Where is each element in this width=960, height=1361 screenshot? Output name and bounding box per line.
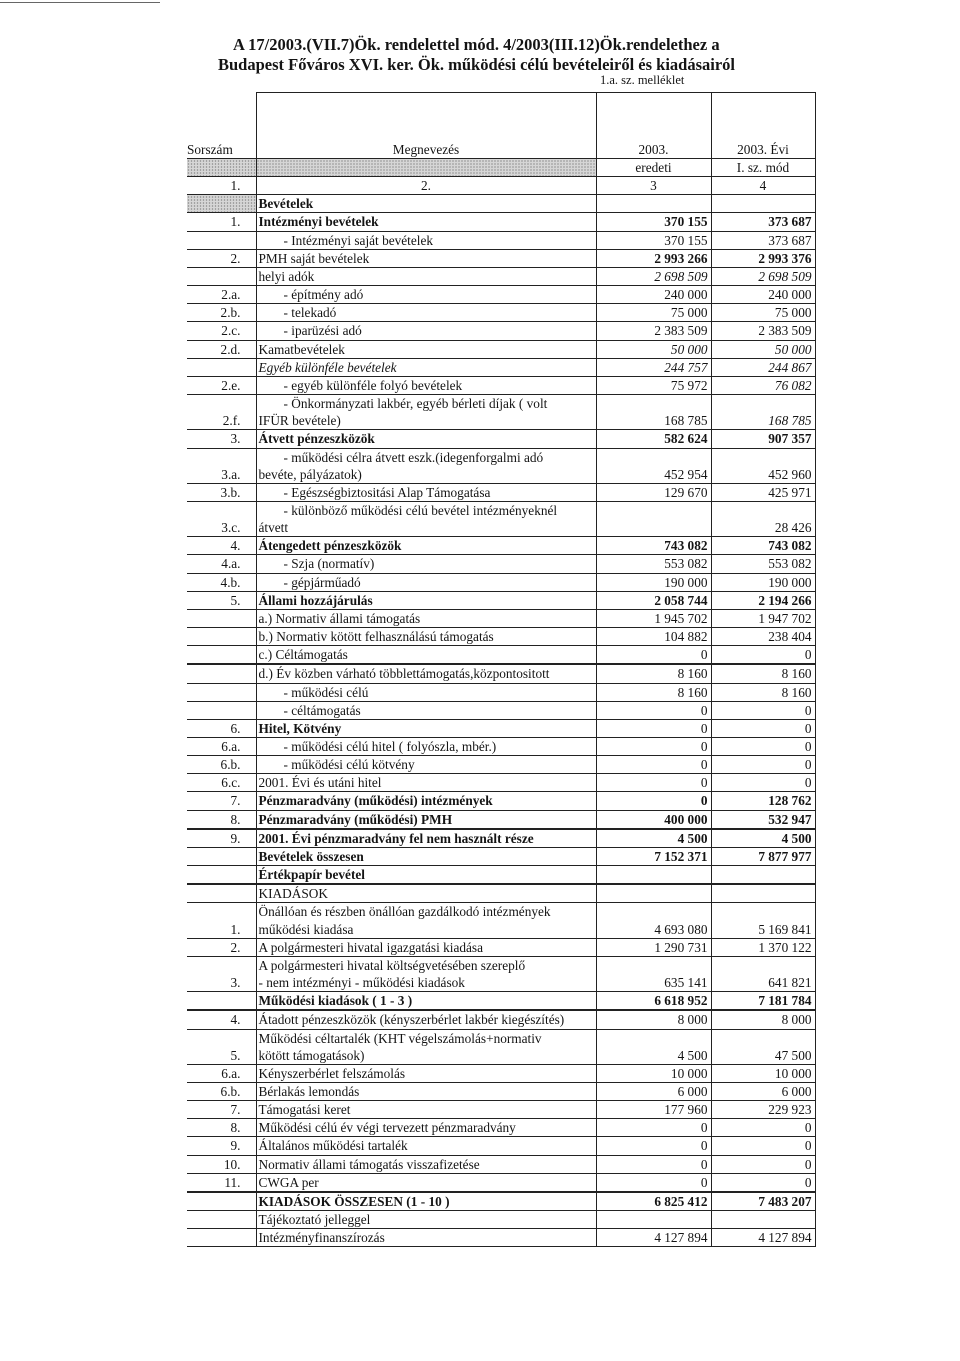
- value-original: [596, 885, 711, 903]
- row-label: 2001. Évi pénzmaradvány fel nem használt része: [256, 829, 596, 847]
- row-number: 5.: [187, 591, 256, 609]
- value-original: 177 960: [596, 1101, 711, 1119]
- row-label: Állami hozzájárulás: [256, 591, 596, 609]
- table-row: [187, 701, 815, 719]
- table-row: [187, 829, 815, 847]
- row-label: PMH saját bevételek: [256, 249, 596, 267]
- row-number: [187, 701, 256, 719]
- value-modified: 168 785: [711, 395, 815, 430]
- value-original: 0: [596, 756, 711, 774]
- row-number: [187, 195, 256, 213]
- column-header-megnevezes: Megnevezés: [256, 93, 596, 159]
- value-original: [596, 866, 711, 884]
- column-header-original-year: 2003.: [596, 93, 711, 159]
- value-modified: 0: [711, 1137, 815, 1155]
- value-original: 4 500: [596, 1029, 711, 1064]
- value-modified: 6 000: [711, 1082, 815, 1100]
- row-number: [187, 1192, 256, 1210]
- value-modified: 128 762: [711, 792, 815, 810]
- column-header-modified: I. sz. mód: [711, 159, 815, 177]
- row-label: Kamatbevételek: [256, 340, 596, 358]
- column-number-row: [187, 177, 815, 195]
- row-number: 4.a.: [187, 555, 256, 573]
- table-row: [187, 376, 815, 394]
- value-original: 553 082: [596, 555, 711, 573]
- table-row: [187, 1011, 815, 1029]
- value-modified: 1 947 702: [711, 609, 815, 627]
- row-number: [187, 1211, 256, 1229]
- value-modified: 425 971: [711, 483, 815, 501]
- row-label: Működési céltartalék (KHT végelszámolás+normativ kötött támogatások): [256, 1029, 596, 1064]
- value-original: 7 152 371: [596, 847, 711, 865]
- row-number: 6.: [187, 719, 256, 737]
- header-subrow: [187, 159, 815, 177]
- row-number: 2.a.: [187, 286, 256, 304]
- row-label: Önállóan és részben önállóan gazdálkodó intézmények működési kiadása: [256, 903, 596, 938]
- row-label: - működési célú: [256, 683, 596, 701]
- value-original: 8 000: [596, 1011, 711, 1029]
- row-label: CWGA per: [256, 1173, 596, 1191]
- value-original: 370 155: [596, 231, 711, 249]
- row-label: Átvett pénzeszközök: [256, 430, 596, 448]
- value-original: 0: [596, 792, 711, 810]
- row-label: Pénzmaradvány (működési) intézmények: [256, 792, 596, 810]
- table-row: [187, 646, 815, 664]
- value-modified: 2 194 266: [711, 591, 815, 609]
- row-number: [187, 885, 256, 903]
- header-shaded-cell: [256, 159, 596, 177]
- table-row: [187, 683, 815, 701]
- row-number: [187, 231, 256, 249]
- row-number: [187, 267, 256, 285]
- table-row: [187, 1229, 815, 1247]
- value-original: 452 954: [596, 448, 711, 483]
- row-label: Átadott pénzeszközök (kényszerbérlet lakbér kiegészítés): [256, 1011, 596, 1029]
- column-number: 2.: [256, 177, 596, 195]
- value-original: 370 155: [596, 213, 711, 231]
- value-original: 400 000: [596, 810, 711, 828]
- table-row: [187, 609, 815, 627]
- value-modified: 47 500: [711, 1029, 815, 1064]
- value-modified: 76 082: [711, 376, 815, 394]
- table-row: [187, 249, 815, 267]
- row-label: b.) Normativ kötött felhasználású támogatás: [256, 628, 596, 646]
- document-title-line-1: A 17/2003.(VII.7)Ök. rendelettel mód. 4/2003(III.12)Ök.rendelethez a: [233, 35, 720, 54]
- table-row: [187, 213, 815, 231]
- table-row: [187, 956, 815, 991]
- row-number: 2.: [187, 249, 256, 267]
- value-modified: 641 821: [711, 956, 815, 991]
- row-label: helyi adók: [256, 267, 596, 285]
- table-row: [187, 756, 815, 774]
- row-label: a.) Normativ állami támogatás: [256, 609, 596, 627]
- value-modified: 907 357: [711, 430, 815, 448]
- value-original: 0: [596, 1137, 711, 1155]
- value-modified: 373 687: [711, 231, 815, 249]
- value-modified: 373 687: [711, 213, 815, 231]
- row-label: A polgármesteri hivatal igazgatási kiadása: [256, 938, 596, 956]
- column-number: 1.: [187, 177, 256, 195]
- value-modified: 8 000: [711, 1011, 815, 1029]
- document-title-line-2: Budapest Főváros XVI. ker. Ök. működési célú bevételeiről és kiadásairól: [218, 55, 736, 74]
- row-label: Bérlakás lemondás: [256, 1082, 596, 1100]
- row-number: 11.: [187, 1173, 256, 1191]
- table-row: [187, 628, 815, 646]
- header-shaded-cell: [187, 159, 256, 177]
- value-original: [596, 195, 711, 213]
- value-original: 0: [596, 701, 711, 719]
- header-row: [187, 93, 815, 159]
- row-label: Általános működési tartalék: [256, 1137, 596, 1155]
- row-label: - Szja (normatív): [256, 555, 596, 573]
- table-row: [187, 573, 815, 591]
- value-original: 0: [596, 1155, 711, 1173]
- value-modified: 0: [711, 701, 815, 719]
- row-number: 4.b.: [187, 573, 256, 591]
- row-label: - Intézményi saját bevételek: [256, 231, 596, 249]
- table-row: [187, 591, 815, 609]
- table-row: [187, 774, 815, 792]
- row-number: 2.b.: [187, 304, 256, 322]
- table-row: [187, 1155, 815, 1173]
- table-row: [187, 1101, 815, 1119]
- value-modified: 452 960: [711, 448, 815, 483]
- value-modified: 8 160: [711, 665, 815, 683]
- table-row: [187, 555, 815, 573]
- row-label: A polgármesteri hivatal költségvetésében szereplő - nem intézményi - működési kiadások: [256, 956, 596, 991]
- value-original: [596, 1211, 711, 1229]
- value-modified: 2 383 509: [711, 322, 815, 340]
- table-row: [187, 304, 815, 322]
- row-number: [187, 646, 256, 664]
- row-label: - céltámogatás: [256, 701, 596, 719]
- value-modified: 1 370 122: [711, 938, 815, 956]
- table-row: [187, 1029, 815, 1064]
- value-original: 6 000: [596, 1082, 711, 1100]
- value-original: 0: [596, 1119, 711, 1137]
- value-original: [596, 501, 711, 536]
- table-row: [187, 430, 815, 448]
- row-number: 7.: [187, 792, 256, 810]
- value-original: 8 160: [596, 683, 711, 701]
- value-modified: 0: [711, 1173, 815, 1191]
- row-number: 3.b.: [187, 483, 256, 501]
- row-label: Működési kiadások ( 1 - 3 ): [256, 992, 596, 1010]
- value-original: 1 290 731: [596, 938, 711, 956]
- table-row: [187, 448, 815, 483]
- budget-table-body: [187, 195, 815, 1247]
- value-original: 10 000: [596, 1064, 711, 1082]
- row-number: 10.: [187, 1155, 256, 1173]
- table-row: [187, 738, 815, 756]
- row-number: 5.: [187, 1029, 256, 1064]
- value-original: 635 141: [596, 956, 711, 991]
- value-modified: 190 000: [711, 573, 815, 591]
- table-row: [187, 501, 815, 536]
- value-original: 190 000: [596, 573, 711, 591]
- value-modified: 0: [711, 646, 815, 664]
- row-number: 9.: [187, 829, 256, 847]
- row-label: d.) Év közben várható többlettámogatás,központositott: [256, 665, 596, 683]
- row-number: 2.f.: [187, 395, 256, 430]
- value-modified: 8 160: [711, 683, 815, 701]
- row-number: [187, 628, 256, 646]
- value-original: 4 127 894: [596, 1229, 711, 1247]
- value-modified: 0: [711, 719, 815, 737]
- row-number: 8.: [187, 810, 256, 828]
- row-label: Intézményfinanszírozás: [256, 1229, 596, 1247]
- row-label: - különböző működési célú bevétel intézményeknél átvett: [256, 501, 596, 536]
- table-row: [187, 395, 815, 430]
- table-row: [187, 322, 815, 340]
- row-number: 1.: [187, 903, 256, 938]
- table-row: [187, 231, 815, 249]
- value-original: 0: [596, 646, 711, 664]
- row-label: - gépjárműadó: [256, 573, 596, 591]
- row-label: Normativ állami támogatás visszafizetése: [256, 1155, 596, 1173]
- row-number: [187, 665, 256, 683]
- value-original: 4 500: [596, 829, 711, 847]
- row-label: Átengedett pénzeszközök: [256, 537, 596, 555]
- table-row: [187, 1192, 815, 1210]
- value-modified: 7 483 207: [711, 1192, 815, 1210]
- value-original: 4 693 080: [596, 903, 711, 938]
- value-original: 6 618 952: [596, 992, 711, 1010]
- value-modified: [711, 1211, 815, 1229]
- table-row: [187, 903, 815, 938]
- table-row: [187, 1082, 815, 1100]
- row-label: Értékpapír bevétel: [256, 866, 596, 884]
- row-label: - Önkormányzati lakbér, egyéb bérleti díjak ( volt IFÜR bevétele): [256, 395, 596, 430]
- row-number: 6.a.: [187, 1064, 256, 1082]
- table-row: [187, 866, 815, 884]
- row-label: Tájékoztató jelleggel: [256, 1211, 596, 1229]
- value-original: 0: [596, 1173, 711, 1191]
- value-modified: 238 404: [711, 628, 815, 646]
- row-label: Intézményi bevételek: [256, 213, 596, 231]
- row-number: [187, 683, 256, 701]
- row-number: [187, 866, 256, 884]
- value-modified: 0: [711, 1119, 815, 1137]
- row-number: 4.: [187, 1011, 256, 1029]
- value-modified: [711, 195, 815, 213]
- value-original: 2 058 744: [596, 591, 711, 609]
- value-modified: 0: [711, 756, 815, 774]
- row-label: - iparüzési adó: [256, 322, 596, 340]
- value-original: 50 000: [596, 340, 711, 358]
- value-modified: 4 127 894: [711, 1229, 815, 1247]
- row-label: Bevételek: [256, 195, 596, 213]
- row-number: 6.c.: [187, 774, 256, 792]
- value-original: 104 882: [596, 628, 711, 646]
- row-label: Pénzmaradvány (működési) PMH: [256, 810, 596, 828]
- table-row: [187, 358, 815, 376]
- row-number: 3.: [187, 956, 256, 991]
- row-number: 6.a.: [187, 738, 256, 756]
- table-row: [187, 537, 815, 555]
- row-number: 6.b.: [187, 756, 256, 774]
- table-row: [187, 938, 815, 956]
- value-modified: [711, 885, 815, 903]
- value-modified: 7 877 977: [711, 847, 815, 865]
- value-original: 168 785: [596, 395, 711, 430]
- table-row: [187, 1211, 815, 1229]
- row-label: - Egészségbiztositási Alap Támogatása: [256, 483, 596, 501]
- value-original: 1 945 702: [596, 609, 711, 627]
- value-modified: 7 181 784: [711, 992, 815, 1010]
- value-original: 129 670: [596, 483, 711, 501]
- row-number: 8.: [187, 1119, 256, 1137]
- row-number: 3.c.: [187, 501, 256, 536]
- row-label: - működési célú kötvény: [256, 756, 596, 774]
- row-label: c.) Céltámogatás: [256, 646, 596, 664]
- column-number: 4: [711, 177, 815, 195]
- value-modified: 5 169 841: [711, 903, 815, 938]
- value-modified: 2 993 376: [711, 249, 815, 267]
- value-modified: 10 000: [711, 1064, 815, 1082]
- table-row: [187, 267, 815, 285]
- row-label: KIADÁSOK: [256, 885, 596, 903]
- value-modified: 240 000: [711, 286, 815, 304]
- table-row: [187, 1064, 815, 1082]
- table-row: [187, 1137, 815, 1155]
- table-row: [187, 195, 815, 213]
- row-label: Hitel, Kötvény: [256, 719, 596, 737]
- value-original: 582 624: [596, 430, 711, 448]
- row-label: - működési célú hitel ( folyószla, mbér.): [256, 738, 596, 756]
- value-original: 240 000: [596, 286, 711, 304]
- row-number: 3.: [187, 430, 256, 448]
- row-number: 7.: [187, 1101, 256, 1119]
- value-modified: 0: [711, 1155, 815, 1173]
- table-row: [187, 665, 815, 683]
- value-original: 6 825 412: [596, 1192, 711, 1210]
- row-number: [187, 358, 256, 376]
- row-number: 4.: [187, 537, 256, 555]
- table-row: [187, 792, 815, 810]
- column-number: 3: [596, 177, 711, 195]
- value-modified: 28 426: [711, 501, 815, 536]
- scan-edge-line: [0, 2, 160, 3]
- annex-label: 1.a. sz. melléklet: [600, 73, 685, 87]
- column-header-sorszam: Sorszám: [187, 93, 256, 159]
- row-label: - működési célra átvett eszk.(idegenforgalmi adó bevéte, pályázatok): [256, 448, 596, 483]
- row-label: - építmény adó: [256, 286, 596, 304]
- row-number: [187, 609, 256, 627]
- row-label: 2001. Évi és utáni hitel: [256, 774, 596, 792]
- table-row: [187, 1173, 815, 1191]
- value-modified: 532 947: [711, 810, 815, 828]
- value-modified: 2 698 509: [711, 267, 815, 285]
- value-modified: 0: [711, 738, 815, 756]
- value-modified: 743 082: [711, 537, 815, 555]
- row-label: Működési célú év végi tervezett pénzmaradvány: [256, 1119, 596, 1137]
- row-number: 9.: [187, 1137, 256, 1155]
- row-label: Kényszerbérlet felszámolás: [256, 1064, 596, 1082]
- value-modified: 229 923: [711, 1101, 815, 1119]
- budget-table: [187, 92, 816, 1247]
- value-original: 2 383 509: [596, 322, 711, 340]
- row-number: 2.c.: [187, 322, 256, 340]
- value-modified: 4 500: [711, 829, 815, 847]
- row-number: 1.: [187, 213, 256, 231]
- table-row: [187, 992, 815, 1010]
- value-original: 0: [596, 719, 711, 737]
- value-original: 244 757: [596, 358, 711, 376]
- value-modified: 244 867: [711, 358, 815, 376]
- row-number: [187, 992, 256, 1010]
- value-original: 75 972: [596, 376, 711, 394]
- table-row: [187, 286, 815, 304]
- value-modified: 50 000: [711, 340, 815, 358]
- row-number: 2.d.: [187, 340, 256, 358]
- value-modified: 75 000: [711, 304, 815, 322]
- table-row: [187, 885, 815, 903]
- column-header-modified-year: 2003. Évi: [711, 93, 815, 159]
- row-number: 2.: [187, 938, 256, 956]
- value-modified: [711, 866, 815, 884]
- value-original: 8 160: [596, 665, 711, 683]
- table-row: [187, 847, 815, 865]
- table-row: [187, 340, 815, 358]
- value-original: 0: [596, 738, 711, 756]
- row-label: KIADÁSOK ÖSSZESEN (1 - 10 ): [256, 1192, 596, 1210]
- value-original: 0: [596, 774, 711, 792]
- row-label: - telekadó: [256, 304, 596, 322]
- row-label: Bevételek összesen: [256, 847, 596, 865]
- value-original: 2 698 509: [596, 267, 711, 285]
- table-row: [187, 810, 815, 828]
- value-original: 2 993 266: [596, 249, 711, 267]
- row-number: 3.a.: [187, 448, 256, 483]
- row-number: [187, 847, 256, 865]
- column-header-original: eredeti: [596, 159, 711, 177]
- table-row: [187, 719, 815, 737]
- value-modified: 553 082: [711, 555, 815, 573]
- row-label: Támogatási keret: [256, 1101, 596, 1119]
- table-row: [187, 483, 815, 501]
- value-original: 75 000: [596, 304, 711, 322]
- value-original: 743 082: [596, 537, 711, 555]
- row-label: Egyéb különféle bevételek: [256, 358, 596, 376]
- row-number: 6.b.: [187, 1082, 256, 1100]
- row-number: [187, 1229, 256, 1247]
- row-number: 2.e.: [187, 376, 256, 394]
- value-modified: 0: [711, 774, 815, 792]
- row-label: - egyéb különféle folyó bevételek: [256, 376, 596, 394]
- table-row: [187, 1119, 815, 1137]
